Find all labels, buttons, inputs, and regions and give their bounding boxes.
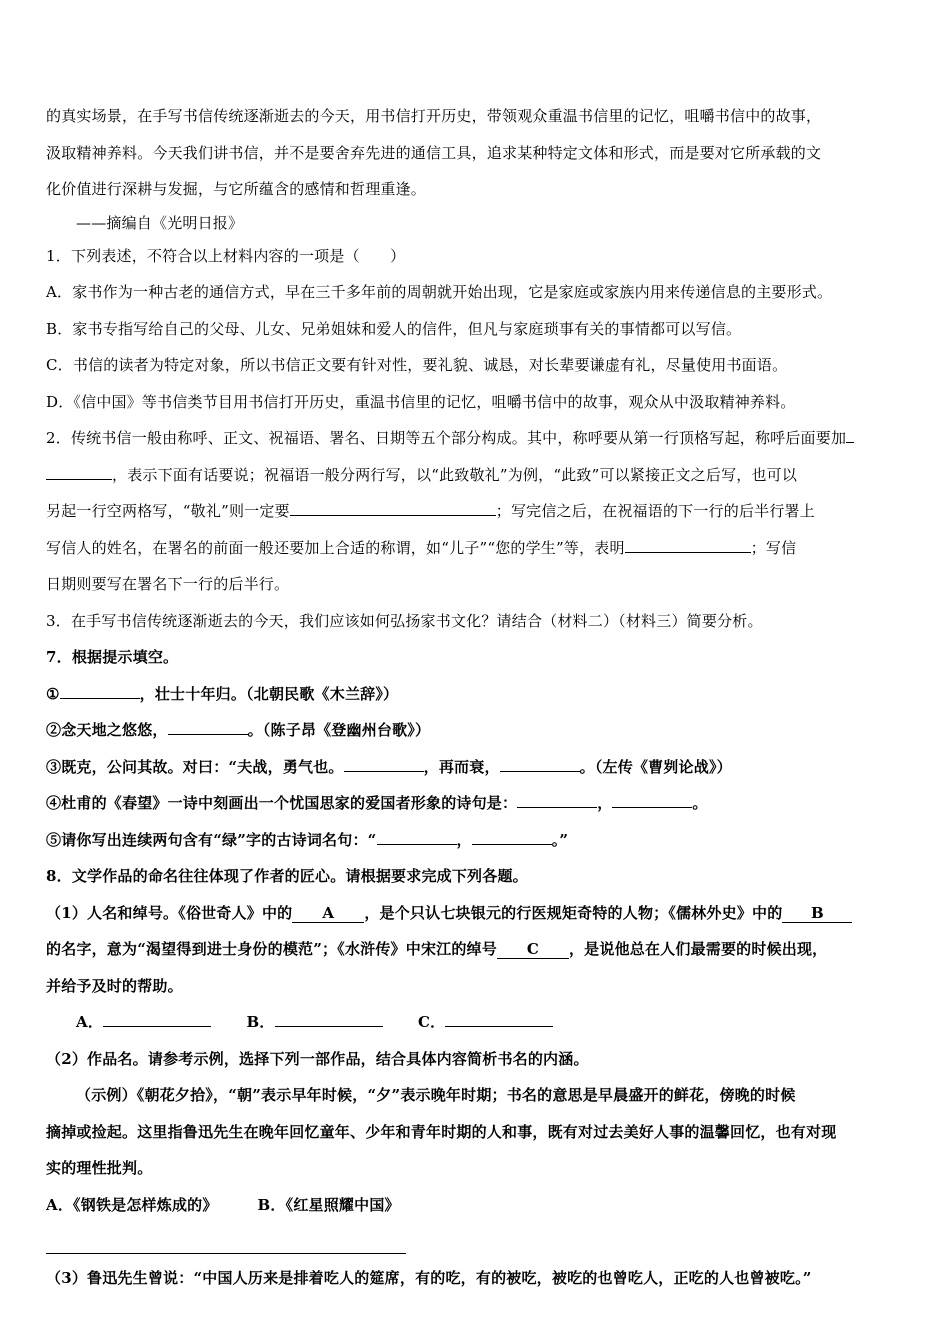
q7-blank-4b[interactable] [612,789,692,808]
q2-blank-1b[interactable] [46,461,112,480]
q8-choice-b: B．《红星照耀中国》 [257,1195,400,1214]
q2-blank-1a[interactable] [846,424,854,443]
q7-blank-1[interactable] [60,680,140,699]
q2-text-2: ，表示下面有话要说；祝福语一般分两行写，以“此致敬礼”为例，“此致”可以紧接正文之后写，也可以 [112,465,798,484]
q7-blank-5b[interactable] [472,826,552,845]
q1-option-b: B．家书专指写给自己的父母、儿女、兄弟姐妹和爱人的信件，但凡与家庭琐事有关的事情都可以写信。 [46,319,742,338]
q8-answer-line[interactable] [46,1233,406,1254]
material-source: ——摘编自《光明日报》 [76,213,244,232]
q7-blank-3b[interactable] [500,753,580,772]
q7-item-4-text-b: ， [597,794,613,812]
q8-choice-a: A．《钢铁是怎样炼成的》 [46,1195,218,1214]
q7-item-3-text-c: 。（左传《曹刿论战》） [579,757,732,776]
q2-text-4b: ；写信 [750,538,797,557]
q1-option-d: D．《信中国》等书信类节目用书信打开历史，重温书信里的记忆，咀嚼书信中的故事，观众从中汲取精神养料。 [46,392,796,411]
q7-item-4-text-c: 。 [692,794,708,812]
q7-blank-2[interactable] [168,716,248,735]
q2-line-4 [46,530,906,567]
q7-blank-4a[interactable] [517,789,597,808]
q1-stem: 1．下列表述，不符合以上材料内容的一项是（ ） [46,246,406,265]
q2-line-3 [46,493,906,530]
q2-blank-3[interactable] [625,534,751,553]
q8-part1-text-c: 的名字，意为“渴望得到进士身份的模范”；《水浒传》中宋江的绰号 [46,940,497,958]
q7-item-2 [46,712,906,749]
q7-item-1-num: ① [46,684,60,703]
q8-answer-a-label: A． [76,1013,104,1031]
q8-answer-c-blank[interactable] [445,1008,553,1027]
q7-item-3-text-b: ，再而衰， [423,757,500,776]
material-line-2: 汲取精神养料。今天我们讲书信，并不是要舍弃先进的通信工具，追求某种特定文体和形式，而是要对它所承载的文 [46,143,822,162]
q8-blank-c[interactable]: C [497,940,569,959]
q2-blank-2[interactable] [290,497,496,516]
q7-blank-5a[interactable] [377,826,457,845]
q8-stem: 8．文学作品的命名往往体现了作者的匠心。请根据要求完成下列各题。 [46,867,528,885]
q7-item-1-text: ，壮士十年归。（北朝民歌《木兰辞》） [139,684,399,703]
q7-item-4 [46,785,906,822]
q7-item-2-text-b: 。（陈子昂《登幽州台歌》） [247,721,431,739]
q8-part1-line-3: 并给予及时的帮助。 [46,976,183,995]
q2-line-1 [46,420,906,457]
q8-answer-c-label: C． [418,1013,446,1031]
q8-answer-options [46,1004,906,1041]
q8-part1-text-a: （1）人名和绰号。《俗世奇人》中的 [46,903,293,922]
q8-part1-line-1 [46,895,906,932]
q7-item-5 [46,822,906,859]
q1-option-c: C．书信的读者为特定对象，所以书信正文要有针对性，要礼貌、诚恳，对长辈要谦虚有礼，尽量使用书面语。 [46,356,788,374]
q8-part1-line-2 [46,931,906,968]
q8-example-line-3: 实的理性批判。 [46,1159,153,1177]
q8-part1-text-b: ，是个只认七块银元的行医规矩奇特的人物；《儒林外史》中的 [364,903,783,922]
q2-line-5: 日期则要写在署名下一行的后半行。 [46,575,290,593]
q7-item-2-text-a: ②念天地之悠悠， [46,721,168,739]
q2-text-4a: 写信人的姓名，在署名的前面一般还要加上合适的称谓，如“儿子”“您的学生”等，表明 [46,538,625,557]
q7-stem: 7．根据提示填空。 [46,648,179,666]
q8-answer-b-blank[interactable] [275,1008,383,1027]
q7-item-1 [46,676,906,713]
q8-part1-text-d: ，是说他总在人们最需要的时候出现， [568,940,828,958]
q8-blank-b[interactable]: B [782,904,852,923]
q7-item-4-text-a: ④杜甫的《春望》一诗中刻画出一个忧国思家的爱国者形象的诗句是： [46,794,518,812]
q8-example-line-1: （示例）《朝花夕拾》，“朝”表示早年时候，“夕”表示晚年时期；书名的意思是早晨盛开的鲜花，傍晚的时候 [76,1086,796,1104]
q2-text-3a: 另起一行空两格写，“敬礼”则一定要 [46,502,290,520]
q7-item-3 [46,749,906,786]
q8-part3-stem: （3）鲁迅先生曾说：“中国人历来是排着吃人的筵席，有的吃，有的被吃，被吃的也曾吃人，正吃的人也曾被吃。” [46,1269,812,1287]
q2-text-1: 2．传统书信一般由称呼、正文、祝福语、署名、日期等五个部分构成。其中，称呼要从第一行顶格写起，称呼后面要加 [46,429,847,447]
q8-blank-a[interactable]: A [292,904,364,923]
q8-choices [46,1187,906,1224]
q8-example-line-2: 摘掉或捡起。这里指鲁迅先生在晚年回忆童年、少年和青年时期的人和事，既有对过去美好人事的温馨回忆，也有对现 [46,1122,837,1141]
q8-part2-stem: （2）作品名。请参考示例，选择下列一部作品，结合具体内容简析书名的内涵。 [46,1049,589,1068]
q2-line-2 [46,457,906,494]
q1-option-a: A．家书作为一种古老的通信方式，早在三千多年前的周朝就开始出现，它是家庭或家族内用来传递信息的主要形式。 [46,283,833,301]
q7-item-5-text-a: ⑤请你写出连续两句含有“绿”字的古诗词名句：“ [46,830,377,849]
material-line-1: 的真实场景，在手写书信传统逐渐逝去的今天，用书信打开历史，带领观众重温书信里的记忆，咀嚼书信中的故事， [46,107,822,125]
q7-blank-3a[interactable] [344,753,424,772]
q8-answer-a-blank[interactable] [103,1008,211,1027]
q3-stem: 3．在手写书信传统逐渐逝去的今天，我们应该如何弘扬家书文化？请结合（材料二）（材料三）简要分析。 [46,611,763,630]
q7-item-3-text-a: ③既克，公问其故。对曰：“夫战，勇气也。 [46,757,344,776]
q2-text-3b: ；写完信之后，在祝福语的下一行的后半行署上 [495,502,815,520]
q7-item-5-text-c: 。” [551,830,569,849]
q7-item-5-text-b: ， [456,830,472,849]
material-line-3: 化价值进行深耕与发掘，与它所蕴含的感情和哲理重逢。 [46,180,427,198]
q8-answer-b-label: B． [246,1013,275,1031]
